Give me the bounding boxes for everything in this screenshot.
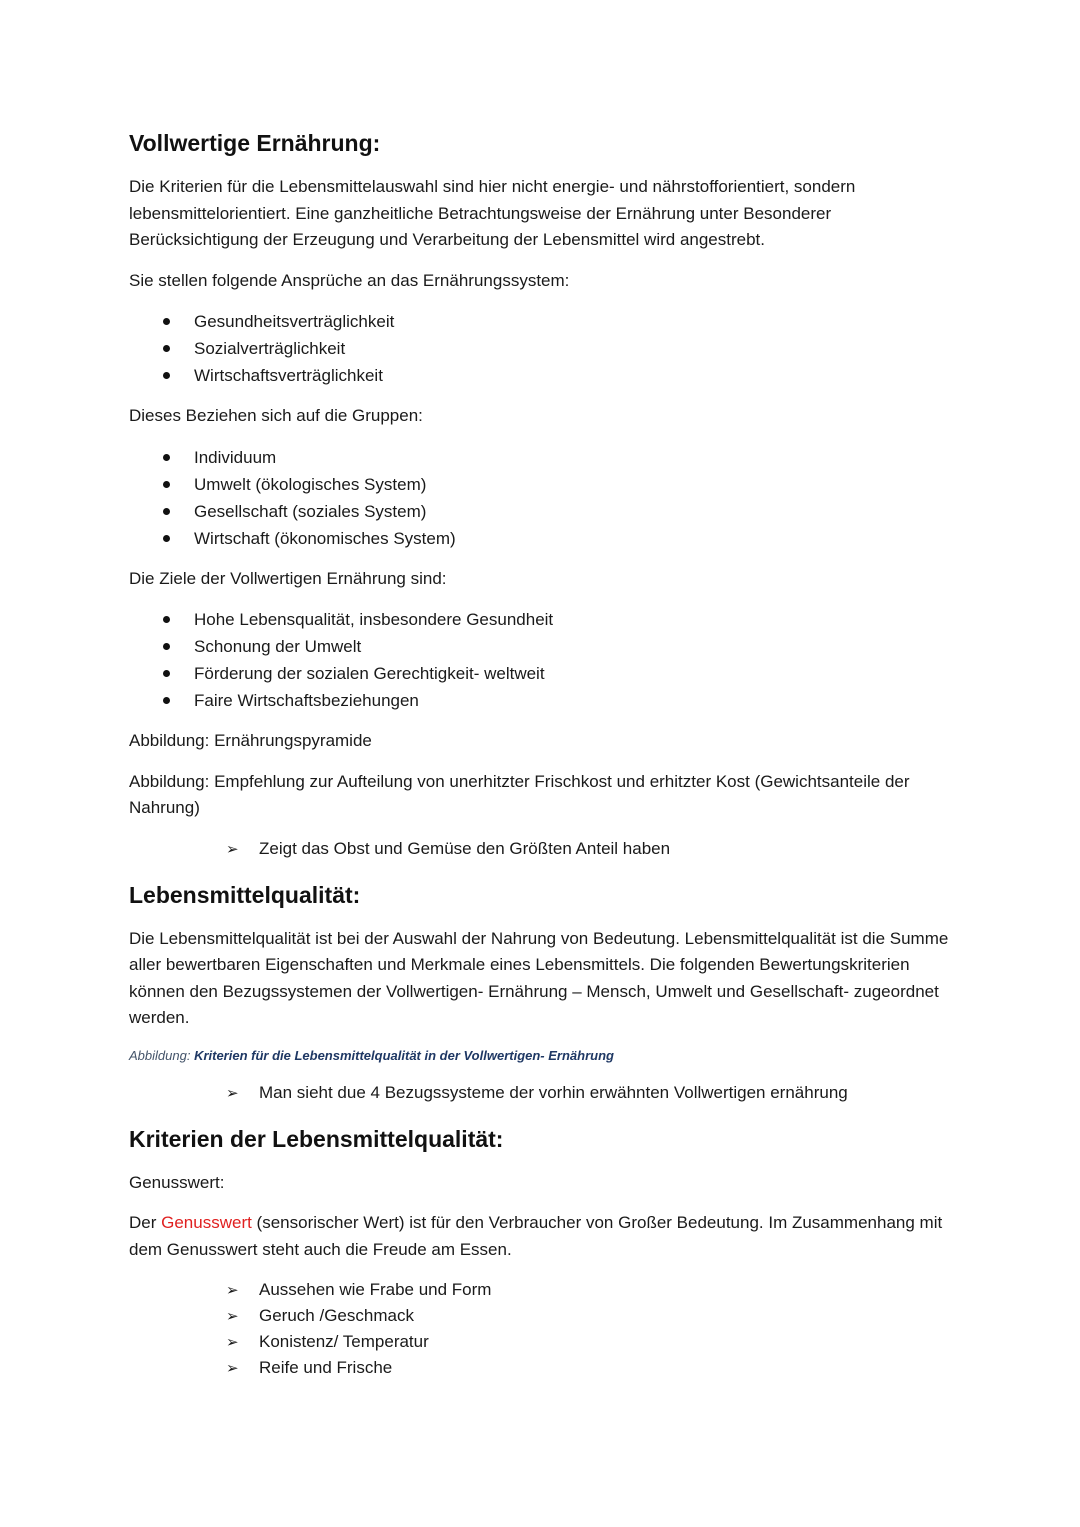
list-item-text: Gesellschaft (soziales System)	[194, 501, 427, 521]
goals-lead: Die Ziele der Vollwertigen Ernährung sind:	[129, 568, 447, 588]
list-item-text: Sozialverträglichkeit	[194, 339, 346, 358]
list-item	[163, 335, 960, 362]
highlighted-term: Genusswert	[161, 1213, 252, 1232]
section-title-vollwertige-ernaehrung: Vollwertige Ernährung:	[129, 130, 381, 156]
list-item-text: Faire Wirtschaftsbeziehungen	[194, 691, 419, 710]
list-item-text: Gesundheitsverträglichkeit	[194, 312, 395, 331]
list-item	[163, 444, 960, 471]
genusswert-paragraph	[129, 1210, 960, 1263]
list-item	[163, 687, 960, 714]
bullet-dot-icon	[163, 535, 170, 542]
section-title-lebensmittelqualitaet: Lebensmittelqualität:	[129, 881, 361, 908]
arrow-bullet-icon: ➢	[226, 1359, 239, 1377]
bullet-dot-icon	[163, 454, 170, 461]
bullet-dot-icon	[163, 318, 170, 325]
bullet-dot-icon	[163, 481, 170, 488]
list-item-text: Konistenz/ Temperatur	[259, 1332, 429, 1351]
quality-paragraph: Die Lebensmittelqualität ist bei der Auswahl der Nahrung von Bedeutung. Lebensmittelqualität ist die Summe aller bewertbaren Eigenschaften und Merkmale eines Lebensmittels. Die folgenden Bewertungskriterien können den Bezugssystemen der Vollwertigen- Ernährung – Mensch, Umwelt und Gesellschaft- zugeordnet werden.	[129, 928, 949, 1027]
bullet-dot-icon	[163, 670, 170, 677]
genusswert-aspects	[129, 1277, 960, 1381]
list-item	[226, 1329, 960, 1355]
bullet-dot-icon	[163, 372, 170, 379]
list-item	[226, 1277, 960, 1303]
list-item-text: Wirtschaft (ökonomisches System)	[194, 528, 456, 548]
list-item	[163, 606, 960, 633]
arrow-bullet-icon: ➢	[226, 1083, 239, 1102]
groups-list	[129, 444, 960, 552]
figure-caption	[129, 1046, 960, 1066]
claims-list	[129, 308, 960, 389]
list-item-text: Wirtschaftsverträglichkeit	[194, 366, 383, 385]
list-item-text: Aussehen wie Frabe und Form	[259, 1280, 492, 1299]
bullet-dot-icon	[163, 616, 170, 623]
list-item	[163, 362, 960, 389]
list-item	[163, 498, 960, 525]
groups-lead: Dieses Beziehen sich auf die Gruppen:	[129, 406, 423, 425]
intro-paragraph: Die Kriterien für die Lebensmittelauswahl sind hier nicht energie- und nährstofforientiert, sondern lebensmittelorientiert. Eine ganzheitliche Betrachtungsweise der Ernährung unter Besonderer Berücksichtigung der Erzeugung und Verarbeitung der Lebensmittel wird angestrebt.	[129, 177, 856, 249]
list-item-text: Schonung der Umwelt	[194, 637, 362, 656]
list-item-text: Geruch /Geschmack	[259, 1306, 414, 1325]
list-item	[163, 633, 960, 660]
figure-label-frischkost: Abbildung: Empfehlung zur Aufteilung von unerhitzter Frischkost und erhitzter Kost (Gewichtsanteile der Nahrung)	[129, 771, 910, 817]
text-after: (sensorischer Wert) ist für den Verbraucher von Großer Bedeutung. Im Zusammenhang mit dem Genusswert steht auch die Freude am Essen.	[129, 1213, 943, 1259]
claims-lead: Sie stellen folgende Ansprüche an das Ernährungssystem:	[129, 270, 570, 290]
list-item-text: Reife und Frische	[259, 1358, 393, 1377]
list-item-text: Hohe Lebensqualität, insbesondere Gesundheit	[194, 610, 554, 629]
section-title-kriterien: Kriterien der Lebensmittelqualität:	[129, 1125, 504, 1152]
caption-prefix: Abbildung:	[129, 1047, 195, 1063]
figure-label-pyramid: Abbildung: Ernährungspyramide	[129, 731, 372, 750]
list-item	[226, 1303, 960, 1329]
bullet-dot-icon	[163, 508, 170, 515]
bullet-dot-icon	[163, 643, 170, 650]
subheading-genusswert: Genusswert:	[129, 1172, 225, 1192]
list-item	[226, 1355, 960, 1381]
arrow-bullet-icon: ➢	[226, 1307, 239, 1325]
list-item-text: Umwelt (ökologisches System)	[194, 474, 427, 494]
list-item-text: Zeigt das Obst und Gemüse den Größten Anteil haben	[259, 838, 671, 858]
caption-title: Kriterien für die Lebensmittelqualität in der Vollwertigen- Ernährung	[194, 1047, 614, 1063]
goals-list	[129, 606, 960, 714]
arrow-bullet-icon: ➢	[226, 1333, 239, 1351]
bullet-dot-icon	[163, 345, 170, 352]
text-before: Der	[129, 1213, 162, 1232]
caption-notes	[129, 1080, 960, 1106]
list-item	[163, 308, 960, 335]
arrow-bullet-icon: ➢	[226, 1281, 239, 1299]
figure2-notes	[129, 836, 960, 862]
list-item-text: Man sieht due 4 Bezugssysteme der vorhin erwähnten Vollwertigen ernährung	[259, 1082, 848, 1102]
list-item-text: Individuum	[194, 447, 277, 467]
list-item-text: Förderung der sozialen Gerechtigkeit- weltweit	[194, 664, 545, 683]
list-item	[226, 836, 960, 862]
list-item	[163, 660, 960, 687]
arrow-bullet-icon: ➢	[226, 839, 239, 858]
list-item	[163, 471, 960, 498]
list-item	[163, 525, 960, 552]
bullet-dot-icon	[163, 697, 170, 704]
list-item	[226, 1080, 960, 1106]
